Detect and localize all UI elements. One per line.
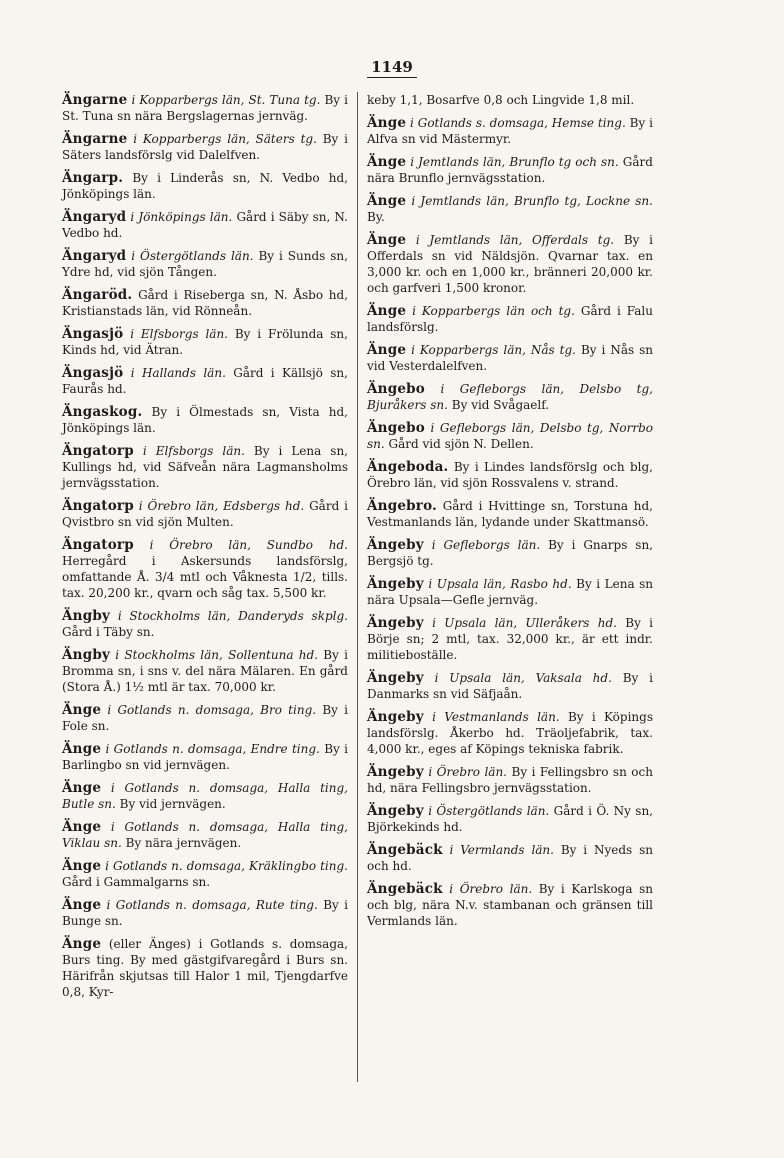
entry-headword: Ängby bbox=[62, 608, 111, 624]
entry-region: i Gefleborgs län. bbox=[431, 538, 541, 552]
entry-headword: Ängatorp bbox=[62, 443, 134, 459]
entry-text: Gård i Täby sn. bbox=[62, 625, 155, 639]
entry-region: i Upsala län, Ulleråkers hd. bbox=[432, 616, 617, 630]
dictionary-entry bbox=[367, 709, 653, 757]
entry-region: i Jemtlands län, Brunflo tg och sn. bbox=[410, 155, 619, 169]
entry-text: By i Fole sn. bbox=[62, 703, 348, 733]
entry-headword: Ängeby bbox=[367, 576, 424, 592]
dictionary-entry bbox=[62, 170, 348, 202]
entry-region: i Kopparbergs län, Nås tg. bbox=[411, 343, 576, 357]
entry-text: Gård i Hvittinge sn, Torstuna hd, Vestmanlands län, lydande under Skattmansö. bbox=[367, 499, 653, 529]
dictionary-entry bbox=[62, 498, 348, 530]
dictionary-entry bbox=[367, 342, 653, 374]
dictionary-entry bbox=[367, 764, 653, 796]
entry-headword: Ängaskog. bbox=[62, 404, 143, 420]
entry-text: By i Barlingbo sn vid jernvägen. bbox=[62, 742, 348, 772]
dictionary-entry bbox=[62, 443, 348, 491]
entry-headword: Ängeby bbox=[367, 803, 424, 819]
entry-headword: Ängby bbox=[62, 647, 111, 663]
entry-text: Gård i Källsjö sn, Faurås hd. bbox=[62, 366, 348, 396]
entry-text: By i Lena sn nära Upsala—Gefle jernväg. bbox=[367, 577, 653, 607]
entry-text: By i Offerdals sn vid Näldsjön. Qvarnar tax. en 3,000 kr. och en 1,000 kr., bränneri 20,000 kr. och garfveri 1,500 kronor. bbox=[367, 233, 653, 295]
entry-headword: Ängeboda. bbox=[367, 459, 449, 475]
entry-text: Gård i Säby sn, N. Vedbo hd. bbox=[62, 210, 348, 240]
entry-headword: Ängebro. bbox=[367, 498, 437, 514]
entry-headword: Ängeby bbox=[367, 764, 424, 780]
entry-headword: Ängarne bbox=[62, 131, 128, 147]
entry-text: By i Gnarps sn, Bergsjö tg. bbox=[367, 538, 653, 568]
dictionary-entry bbox=[367, 154, 653, 186]
entry-text: By i St. Tuna sn nära Bergslagernas jernväg. bbox=[62, 93, 348, 123]
entry-headword: Ängebo bbox=[367, 420, 425, 436]
dictionary-entry bbox=[367, 670, 653, 702]
entry-text: Gård i Ö. Ny sn, Björkekinds hd. bbox=[367, 804, 653, 834]
entry-headword: Änge bbox=[62, 897, 102, 913]
entry-text: By i Nyeds sn och hd. bbox=[367, 843, 653, 873]
entry-region: i Gotlands n. domsaga, Endre ting. bbox=[105, 742, 320, 756]
dictionary-entry bbox=[62, 741, 348, 773]
entry-headword: Ängebäck bbox=[367, 842, 443, 858]
entry-text: Gård i Riseberga sn, N. Åsbo hd, Kristianstads län, vid Rönneån. bbox=[62, 288, 348, 318]
entry-headword: Ängebo bbox=[367, 381, 425, 397]
entry-headword: Änge bbox=[62, 936, 102, 952]
entry-region: i Gefleborgs län, Delsbo tg, Norrbo sn. bbox=[367, 421, 653, 451]
dictionary-entry bbox=[367, 232, 653, 296]
entry-region: i Elfsborgs län. bbox=[130, 327, 228, 341]
entry-text: Gård i Qvistbro sn vid sjön Multen. bbox=[62, 499, 348, 529]
entry-headword: Änge bbox=[62, 858, 102, 874]
entry-region: i Kopparbergs län, Säters tg. bbox=[133, 132, 317, 146]
entry-region: i Gotlands n. domsaga, Halla ting, Viklau sn. bbox=[62, 820, 348, 850]
left-column bbox=[62, 92, 348, 1007]
entry-region: i Gefleborgs län, Delsbo tg, Bjuråkers sn. bbox=[367, 382, 653, 412]
dictionary-entry bbox=[62, 819, 348, 851]
dictionary-entry bbox=[367, 381, 653, 413]
entry-text: By vid jernvägen. bbox=[119, 797, 226, 811]
entry-headword: Ängebäck bbox=[367, 881, 443, 897]
entry-region: i Gotlands n. domsaga, Bro ting. bbox=[107, 703, 317, 717]
entry-region: i Östergötlands län. bbox=[428, 804, 550, 818]
dictionary-entry bbox=[62, 404, 348, 436]
dictionary-entry bbox=[62, 537, 348, 601]
entry-headword: Änge bbox=[367, 342, 407, 358]
entry-headword: Änge bbox=[367, 115, 407, 131]
entry-region: i Stockholms län, Danderyds skplg. bbox=[117, 609, 348, 623]
entry-region: i Upsala län, Vaksala hd. bbox=[434, 671, 612, 685]
entry-text: By i Lindes landsförslg och blg, Örebro län, vid sjön Rossvalens v. strand. bbox=[367, 460, 653, 490]
entry-text: Gård i Gammalgarns sn. bbox=[62, 875, 211, 889]
dictionary-entry bbox=[62, 897, 348, 929]
dictionary-entry bbox=[367, 537, 653, 569]
entry-region: i Jönköpings län. bbox=[130, 210, 233, 224]
entry-region: i Gotlands n. domsaga, Kräklingbo ting. bbox=[105, 859, 348, 873]
entry-text: Gård nära Brunflo jernvägsstation. bbox=[367, 155, 653, 185]
entry-text: By i Karlskoga sn och blg, nära N.v. stambanan och gränsen till Vermlands län. bbox=[367, 882, 653, 928]
dictionary-entry bbox=[62, 209, 348, 241]
entry-headword: Änge bbox=[367, 303, 407, 319]
dictionary-entry bbox=[367, 881, 653, 929]
entry-text: By i Börje sn; 2 mtl, tax. 32,000 kr., är ett indr. militieboställe. bbox=[367, 616, 653, 662]
entry-text: (eller Änges) i Gotlands s. domsaga, Burs ting. By med gästgifvaregård i Burs sn. Härifrån skjutsas till Halor 1 mil, Tjengdarfve 0,8, Kyr- bbox=[62, 937, 348, 999]
dictionary-entry bbox=[62, 702, 348, 734]
entry-region: i Upsala län, Rasbo hd. bbox=[428, 577, 572, 591]
entry-text: By vid Svågaelf. bbox=[451, 398, 550, 412]
entry-headword: Änge bbox=[62, 780, 102, 796]
dictionary-entry bbox=[367, 303, 653, 335]
entry-headword: Ängasjö bbox=[62, 365, 124, 381]
entry-text: By i Ölmestads sn, Vista hd, Jönköpings län. bbox=[62, 405, 348, 435]
dictionary-entry bbox=[62, 326, 348, 358]
entry-text: By i Köpings landsförslg. Åkerbo hd. Träoljefabrik, tax. 4,000 kr., eges af Köpings tekniska fabrik. bbox=[367, 710, 653, 756]
dictionary-entry bbox=[62, 936, 348, 1000]
entry-text: By i Lena sn, Kullings hd, vid Säfveån nära Lagmansholms jernvägsstation. bbox=[62, 444, 348, 490]
entry-region: i Örebro län. bbox=[428, 765, 507, 779]
dictionary-entry bbox=[62, 248, 348, 280]
entry-text: By i Bromma sn, i sns v. del nära Mälaren. En gård (Stora Å.) 1½ mtl är tax. 70,000 kr. bbox=[62, 648, 348, 694]
entry-headword: Ängaryd bbox=[62, 248, 127, 264]
entry-headword: Änge bbox=[62, 819, 102, 835]
entry-region: i Vermlands län. bbox=[449, 843, 554, 857]
entry-region: i Stockholms län, Sollentuna hd. bbox=[115, 648, 318, 662]
entry-headword: Änge bbox=[367, 193, 407, 209]
entry-region: i Örebro län, Edsbergs hd. bbox=[138, 499, 305, 513]
dictionary-entry bbox=[367, 842, 653, 874]
entry-headword: Ängasjö bbox=[62, 326, 124, 342]
dictionary-entry bbox=[62, 131, 348, 163]
entry-headword: Ängatorp bbox=[62, 537, 134, 553]
dictionary-entry bbox=[367, 193, 653, 225]
entry-region: i Jemtlands län, Brunflo tg, Lockne sn. bbox=[411, 194, 653, 208]
entry-headword: Änge bbox=[62, 741, 102, 757]
entry-region: i Kopparbergs län, St. Tuna tg. bbox=[131, 93, 321, 107]
entry-region: i Östergötlands län. bbox=[131, 249, 254, 263]
entry-text: By i Danmarks sn vid Säfjaån. bbox=[367, 671, 654, 701]
entry-headword: Ängaröd. bbox=[62, 287, 133, 303]
dictionary-entry bbox=[62, 780, 348, 812]
entry-headword: Änge bbox=[367, 154, 407, 170]
dictionary-entry bbox=[367, 615, 653, 663]
dictionary-entry bbox=[367, 459, 653, 491]
entry-headword: Ängarp. bbox=[62, 170, 124, 186]
entry-text: By i Frölunda sn, Kinds hd, vid Ätran. bbox=[62, 327, 348, 357]
dictionary-entry bbox=[367, 115, 653, 147]
entry-text: By i Bunge sn. bbox=[62, 898, 348, 928]
entry-region: i Gotlands n. domsaga, Rute ting. bbox=[106, 898, 318, 912]
entry-text: By i Sunds sn, Ydre hd, vid sjön Tången. bbox=[62, 249, 348, 279]
entry-region: i Örebro län, Sundbo hd. bbox=[149, 538, 348, 552]
entry-text: keby 1,1, Bosarfve 0,8 och Lingvide 1,8 mil. bbox=[367, 93, 635, 107]
entry-text: By i Nås sn vid Vesterdalelfven. bbox=[367, 343, 654, 373]
entry-text: By. bbox=[367, 210, 385, 224]
entry-text: Gård vid sjön N. Dellen. bbox=[388, 437, 534, 451]
entry-text: By i Fellingsbro sn och hd, nära Fellingsbro jernvägsstation. bbox=[367, 765, 653, 795]
entry-headword: Änge bbox=[367, 232, 407, 248]
entry-text: Gård i Falu landsförslg. bbox=[367, 304, 653, 334]
entry-text: By i Linderås sn, N. Vedbo hd, Jönköpings län. bbox=[62, 171, 348, 201]
dictionary-entry bbox=[367, 92, 653, 108]
entry-region: i Gotlands s. domsaga, Hemse ting. bbox=[410, 116, 626, 130]
entry-region: i Gotlands n. domsaga, Halla ting, Butle sn. bbox=[62, 781, 348, 811]
dictionary-entry bbox=[62, 92, 348, 124]
right-column bbox=[367, 92, 653, 936]
entry-headword: Änge bbox=[62, 702, 102, 718]
column-divider bbox=[357, 92, 358, 1082]
entry-text: By i Säters landsförslg vid Dalelfven. bbox=[62, 132, 348, 162]
entry-headword: Ängeby bbox=[367, 709, 424, 725]
entry-text: By i Alfva sn vid Mästermyr. bbox=[367, 116, 653, 146]
dictionary-entry bbox=[62, 647, 348, 695]
entry-headword: Ängeby bbox=[367, 537, 424, 553]
dictionary-entry bbox=[367, 420, 653, 452]
entry-region: i Jemtlands län, Offerdals tg. bbox=[415, 233, 615, 247]
dictionary-entry bbox=[62, 858, 348, 890]
entry-headword: Ängeby bbox=[367, 615, 424, 631]
entry-region: i Hallands län. bbox=[130, 366, 226, 380]
dictionary-entry bbox=[62, 608, 348, 640]
entry-headword: Ängaryd bbox=[62, 209, 127, 225]
entry-headword: Ängeby bbox=[367, 670, 424, 686]
entry-region: i Vestmanlands län. bbox=[432, 710, 560, 724]
dictionary-entry bbox=[62, 365, 348, 397]
dictionary-entry bbox=[367, 498, 653, 530]
entry-region: i Kopparbergs län och tg. bbox=[412, 304, 575, 318]
dictionary-entry bbox=[367, 803, 653, 835]
entry-headword: Ängarne bbox=[62, 92, 128, 108]
dictionary-entry bbox=[62, 287, 348, 319]
entry-region: i Elfsborgs län. bbox=[142, 444, 245, 458]
entry-text: Herregård i Askersunds landsförslg, omfattande Å. 3/4 mtl och Våknesta 1/2, tills. tax. 20,200 kr., qvarn och såg tax. 5,500 kr. bbox=[62, 554, 348, 600]
dictionary-entry bbox=[367, 576, 653, 608]
entry-region: i Örebro län. bbox=[449, 882, 533, 896]
entry-headword: Ängatorp bbox=[62, 498, 134, 514]
entry-text: By nära jernvägen. bbox=[125, 836, 242, 850]
page-number: 1149 bbox=[0, 58, 784, 76]
